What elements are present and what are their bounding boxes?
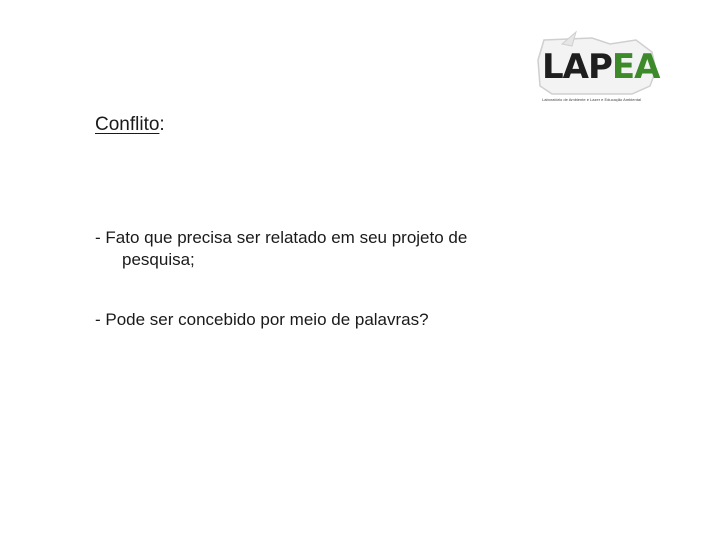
logo-subtitle: Laboratório de Ambiente e Lazer e Educação Ambiental <box>542 98 641 102</box>
lapea-logo <box>532 30 662 108</box>
bullet-list <box>95 227 515 331</box>
slide-title-colon: : <box>159 114 165 135</box>
logo-text-green: EA <box>611 47 660 87</box>
logo-wordmark <box>542 47 660 87</box>
bullet-item: - Pode ser concebido por meio de palavras? <box>95 310 429 329</box>
slide-title <box>95 114 165 136</box>
bullet-item: - Fato que precisa ser relatado em seu projeto de pesquisa; <box>95 228 468 269</box>
logo-text-dark: LAP <box>542 47 612 87</box>
slide-title-label: Conflito <box>95 114 160 135</box>
